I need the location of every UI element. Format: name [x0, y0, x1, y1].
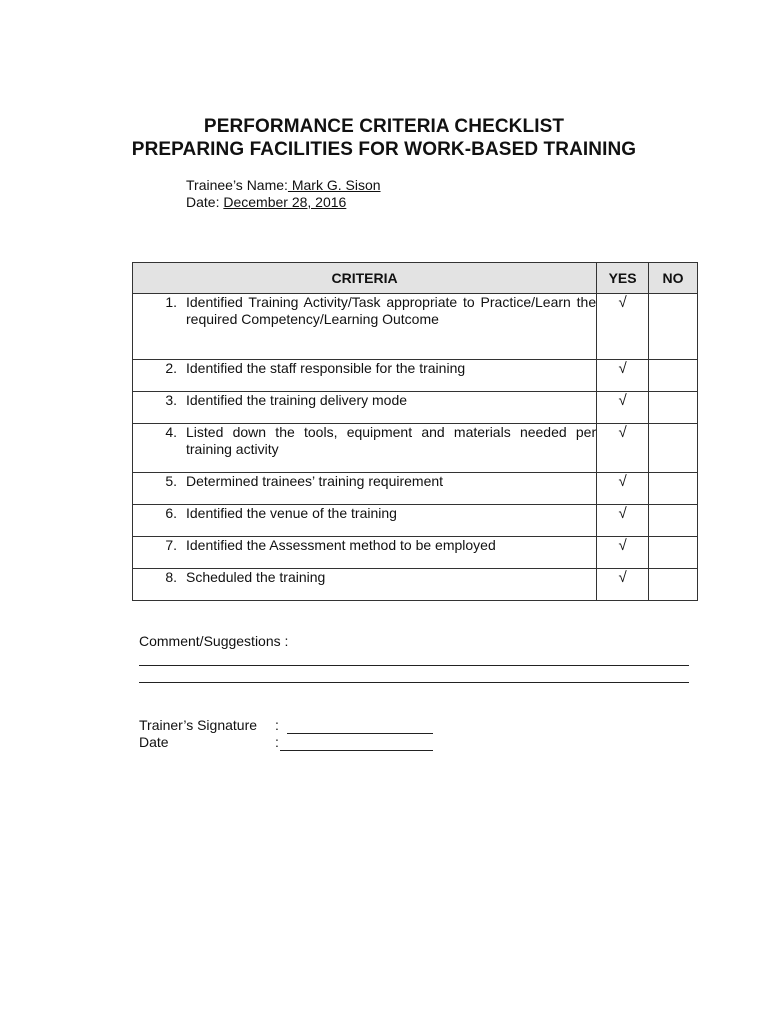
- criteria-number: 8.: [165, 569, 177, 585]
- criteria-cell: [133, 537, 597, 569]
- yes-checkmark-cell[interactable]: √: [597, 505, 649, 537]
- no-cell[interactable]: [649, 505, 698, 537]
- yes-checkmark-cell[interactable]: √: [597, 424, 649, 473]
- no-header: NO: [649, 263, 698, 294]
- trainer-signature-label: Trainer’s Signature: [139, 717, 258, 733]
- trainee-name-value: Mark G. Sison: [287, 177, 381, 193]
- yes-checkmark-cell[interactable]: √: [597, 360, 649, 392]
- trainer-signature-line[interactable]: [287, 733, 433, 734]
- criteria-cell: [133, 424, 597, 473]
- table-row: [133, 569, 698, 601]
- table-row: [133, 424, 698, 473]
- criteria-cell: [133, 360, 597, 392]
- no-cell[interactable]: [649, 473, 698, 505]
- date-label: Date:: [186, 194, 220, 210]
- criteria-text: Scheduled the training: [186, 569, 326, 585]
- table-row: [133, 473, 698, 505]
- no-cell[interactable]: [649, 424, 698, 473]
- criteria-cell: [133, 569, 597, 601]
- signature-colon: :: [275, 717, 279, 733]
- criteria-text: Identified the training delivery mode: [186, 392, 408, 408]
- table-row: [133, 392, 698, 424]
- criteria-text: Listed down the tools, equipment and materials needed per training activity: [186, 424, 597, 457]
- no-cell[interactable]: [649, 537, 698, 569]
- no-cell[interactable]: [649, 294, 698, 360]
- trainee-name-label: Trainee’s Name:: [186, 177, 288, 193]
- yes-header: YES: [597, 263, 649, 294]
- yes-checkmark-cell[interactable]: √: [597, 569, 649, 601]
- yes-checkmark-cell[interactable]: √: [597, 537, 649, 569]
- criteria-cell: [133, 294, 597, 360]
- signature-date-label: Date: [139, 734, 169, 750]
- yes-checkmark-cell[interactable]: √: [597, 392, 649, 424]
- document-subtitle: PREPARING FACILITIES FOR WORK-BASED TRAINING: [131, 139, 637, 160]
- yes-checkmark-cell[interactable]: √: [597, 294, 649, 360]
- criteria-cell: [133, 392, 597, 424]
- comment-line-1[interactable]: [139, 665, 689, 666]
- criteria-number: 1.: [165, 294, 177, 310]
- comment-suggestions-label: Comment/Suggestions :: [139, 633, 289, 649]
- criteria-number: 2.: [165, 360, 177, 376]
- signature-date-colon: :: [275, 734, 279, 750]
- criteria-checklist-table: [132, 262, 698, 601]
- criteria-text: Identified the Assessment method to be employed: [186, 537, 496, 553]
- criteria-number: 5.: [165, 473, 177, 489]
- comment-line-2[interactable]: [139, 682, 689, 683]
- criteria-cell: [133, 505, 597, 537]
- criteria-body: [133, 294, 698, 601]
- table-row: [133, 360, 698, 392]
- table-row: [133, 537, 698, 569]
- table-row: [133, 294, 698, 360]
- date-value: December 28, 2016: [223, 194, 347, 210]
- criteria-text: Determined trainees’ training requirement: [186, 473, 444, 489]
- criteria-text: Identified the staff responsible for the training: [186, 360, 466, 376]
- document-title: PERFORMANCE CRITERIA CHECKLIST: [203, 116, 565, 137]
- criteria-number: 3.: [165, 392, 177, 408]
- yes-checkmark-cell[interactable]: √: [597, 473, 649, 505]
- table-row: [133, 505, 698, 537]
- criteria-cell: [133, 473, 597, 505]
- criteria-header: CRITERIA: [133, 263, 597, 294]
- criteria-text: Identified Training Activity/Task appropriate to Practice/Learn the required Competency/Learning Outcome: [186, 294, 597, 327]
- criteria-number: 6.: [165, 505, 177, 521]
- table-header-row: [133, 263, 698, 294]
- no-cell[interactable]: [649, 360, 698, 392]
- signature-date-line[interactable]: [280, 750, 433, 751]
- no-cell[interactable]: [649, 569, 698, 601]
- criteria-number: 7.: [165, 537, 177, 553]
- trainee-name-row: [186, 177, 381, 193]
- criteria-number: 4.: [165, 424, 177, 440]
- date-row: [186, 194, 346, 210]
- criteria-text: Identified the venue of the training: [186, 505, 397, 521]
- no-cell[interactable]: [649, 392, 698, 424]
